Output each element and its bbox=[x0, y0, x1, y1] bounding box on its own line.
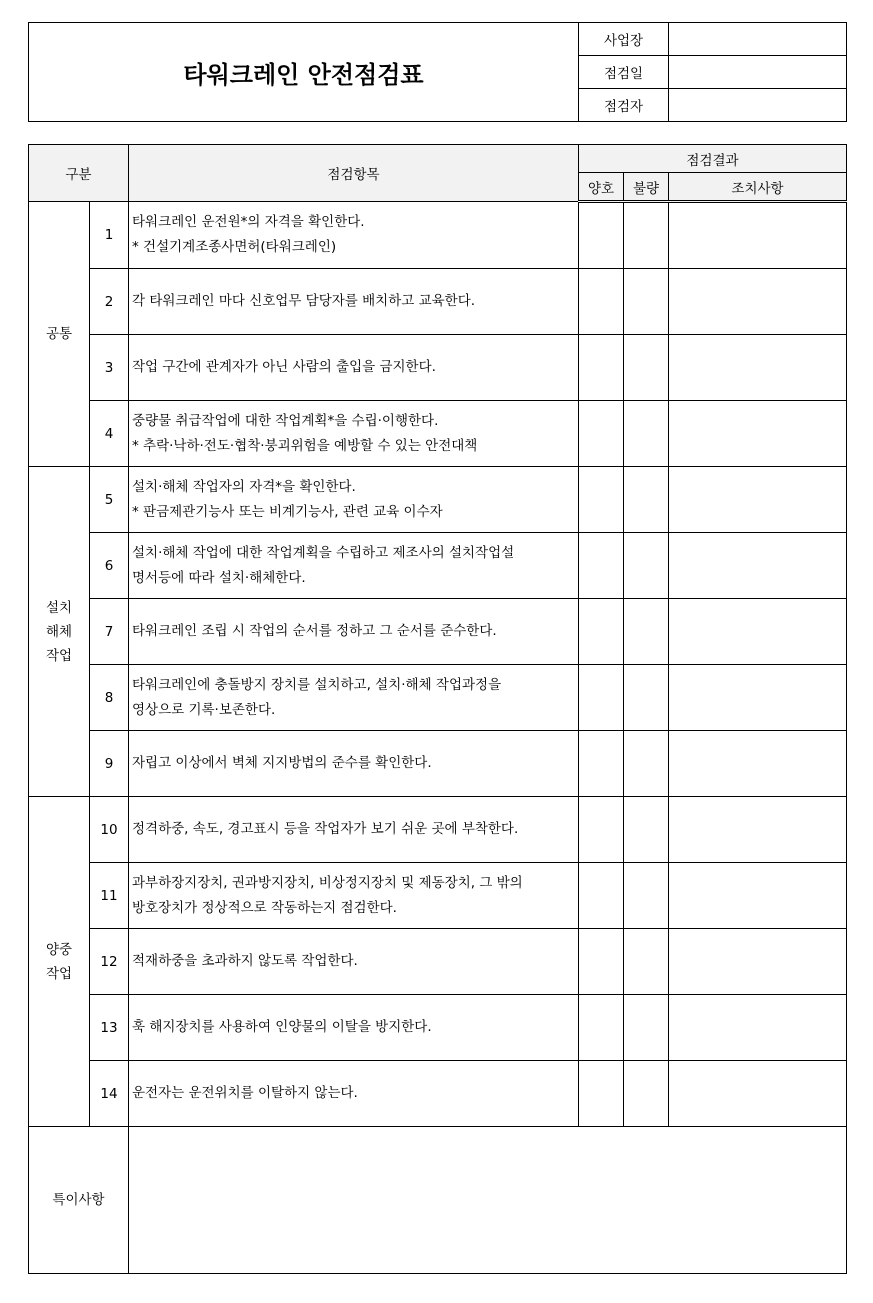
item-text bbox=[129, 467, 579, 533]
item-number: 1 bbox=[90, 202, 129, 269]
action-field[interactable] bbox=[669, 202, 847, 269]
item-number: 12 bbox=[90, 929, 129, 995]
action-field[interactable] bbox=[669, 533, 847, 599]
bad-checkbox-cell[interactable] bbox=[624, 995, 669, 1061]
header-result: 점검결과 bbox=[579, 145, 847, 173]
item-line: 방호장치가 정상적으로 작동하는지 점검한다. bbox=[132, 899, 397, 916]
table-row bbox=[29, 269, 847, 335]
action-field[interactable] bbox=[669, 863, 847, 929]
table-row bbox=[29, 929, 847, 995]
table-row bbox=[29, 731, 847, 797]
action-field[interactable] bbox=[669, 731, 847, 797]
good-checkbox-cell[interactable] bbox=[579, 599, 624, 665]
table-row bbox=[29, 401, 847, 467]
item-line: 작업 구간에 관계자가 아닌 사람의 출입을 금지한다. bbox=[132, 359, 436, 375]
item-number: 6 bbox=[90, 533, 129, 599]
good-checkbox-cell[interactable] bbox=[579, 401, 624, 467]
bad-checkbox-cell[interactable] bbox=[624, 202, 669, 269]
header-bad: 불량 bbox=[624, 173, 669, 202]
info-label: 점검일 bbox=[579, 56, 669, 89]
item-line: 과부하장지장치, 권과방지장치, 비상정지장치 및 제동장치, 그 밖의 bbox=[132, 874, 523, 891]
info-label: 점검자 bbox=[579, 89, 669, 122]
item-text bbox=[129, 665, 579, 731]
bad-checkbox-cell[interactable] bbox=[624, 863, 669, 929]
header-table bbox=[28, 22, 847, 122]
item-line: 타워크레인 조립 시 작업의 순서를 정하고 그 순서를 준수한다. bbox=[132, 623, 497, 639]
group-label: 양중 작업 bbox=[29, 797, 90, 1127]
table-row bbox=[29, 202, 847, 269]
bad-checkbox-cell[interactable] bbox=[624, 1061, 669, 1127]
item-line: 명서등에 따라 설치·해체한다. bbox=[132, 569, 306, 586]
bad-checkbox-cell[interactable] bbox=[624, 401, 669, 467]
action-field[interactable] bbox=[669, 995, 847, 1061]
group-label: 설치 해체 작업 bbox=[29, 467, 90, 797]
table-row bbox=[29, 863, 847, 929]
item-text bbox=[129, 995, 579, 1061]
item-line: * 추락·낙하·전도·협착·붕괴위험을 예방할 수 있는 안전대책 bbox=[132, 437, 478, 454]
item-line: 설치·해체 작업자의 자격*을 확인한다. bbox=[132, 478, 356, 495]
header-action: 조치사항 bbox=[669, 173, 847, 202]
good-checkbox-cell[interactable] bbox=[579, 665, 624, 731]
item-number: 3 bbox=[90, 335, 129, 401]
checklist-table bbox=[28, 144, 847, 1274]
info-label: 사업장 bbox=[579, 23, 669, 56]
item-number: 7 bbox=[90, 599, 129, 665]
action-field[interactable] bbox=[669, 929, 847, 995]
item-line: 자립고 이상에서 벽체 지지방법의 준수를 확인한다. bbox=[132, 755, 432, 771]
good-checkbox-cell[interactable] bbox=[579, 731, 624, 797]
table-row bbox=[29, 995, 847, 1061]
table-row bbox=[29, 665, 847, 731]
item-line: * 판금제관기능사 또는 비계기능사, 관련 교육 이수자 bbox=[132, 503, 443, 520]
date-field[interactable] bbox=[669, 56, 847, 89]
good-checkbox-cell[interactable] bbox=[579, 797, 624, 863]
bad-checkbox-cell[interactable] bbox=[624, 533, 669, 599]
bad-checkbox-cell[interactable] bbox=[624, 731, 669, 797]
header-category: 구분 bbox=[29, 145, 129, 202]
action-field[interactable] bbox=[669, 665, 847, 731]
action-field[interactable] bbox=[669, 797, 847, 863]
action-field[interactable] bbox=[669, 335, 847, 401]
item-number: 14 bbox=[90, 1061, 129, 1127]
good-checkbox-cell[interactable] bbox=[579, 202, 624, 269]
bad-checkbox-cell[interactable] bbox=[624, 797, 669, 863]
item-number: 10 bbox=[90, 797, 129, 863]
bad-checkbox-cell[interactable] bbox=[624, 929, 669, 995]
item-line: * 건설기계조종사면허(타워크레인) bbox=[132, 239, 337, 255]
item-number: 13 bbox=[90, 995, 129, 1061]
table-row bbox=[29, 1061, 847, 1127]
item-number: 4 bbox=[90, 401, 129, 467]
item-text bbox=[129, 269, 579, 335]
item-number: 9 bbox=[90, 731, 129, 797]
header-item: 점검항목 bbox=[129, 145, 579, 202]
item-line: 각 타워크레인 마다 신호업무 담당자를 배치하고 교육한다. bbox=[132, 293, 476, 309]
inspector-field[interactable] bbox=[669, 89, 847, 122]
item-text bbox=[129, 863, 579, 929]
item-text bbox=[129, 929, 579, 995]
bad-checkbox-cell[interactable] bbox=[624, 269, 669, 335]
remarks-label: 특이사항 bbox=[29, 1127, 129, 1274]
bad-checkbox-cell[interactable] bbox=[624, 665, 669, 731]
table-row bbox=[29, 797, 847, 863]
bad-checkbox-cell[interactable] bbox=[624, 335, 669, 401]
table-row bbox=[29, 335, 847, 401]
item-number: 11 bbox=[90, 863, 129, 929]
table-row bbox=[29, 533, 847, 599]
item-text bbox=[129, 1061, 579, 1127]
good-checkbox-cell[interactable] bbox=[579, 863, 624, 929]
item-text bbox=[129, 731, 579, 797]
table-row bbox=[29, 599, 847, 665]
item-line: 설치·해체 작업에 대한 작업계획을 수립하고 제조사의 설치작업설 bbox=[132, 544, 515, 561]
item-text bbox=[129, 533, 579, 599]
item-line: 중량물 취급작업에 대한 작업계획*을 수립·이행한다. bbox=[132, 412, 439, 429]
good-checkbox-cell[interactable] bbox=[579, 467, 624, 533]
remarks-field[interactable] bbox=[129, 1127, 847, 1274]
action-field[interactable] bbox=[669, 1061, 847, 1127]
action-field[interactable] bbox=[669, 401, 847, 467]
item-text bbox=[129, 401, 579, 467]
good-checkbox-cell[interactable] bbox=[579, 1061, 624, 1127]
site-field[interactable] bbox=[669, 23, 847, 56]
bad-checkbox-cell[interactable] bbox=[624, 599, 669, 665]
good-checkbox-cell[interactable] bbox=[579, 269, 624, 335]
item-line: 운전자는 운전위치를 이탈하지 않는다. bbox=[132, 1085, 358, 1101]
action-field[interactable] bbox=[669, 599, 847, 665]
item-line: 타워크레인 운전원*의 자격을 확인한다. bbox=[132, 214, 365, 230]
item-line: 훅 해지장치를 사용하여 인양물의 이탈을 방지한다. bbox=[132, 1019, 432, 1035]
item-number: 5 bbox=[90, 467, 129, 533]
item-text bbox=[129, 797, 579, 863]
header-good: 양호 bbox=[579, 173, 624, 202]
item-line: 타워크레인에 충돌방지 장치를 설치하고, 설치·해체 작업과정을 bbox=[132, 676, 502, 693]
item-line: 영상으로 기록·보존한다. bbox=[132, 701, 276, 718]
table-row bbox=[29, 467, 847, 533]
item-text bbox=[129, 599, 579, 665]
item-number: 2 bbox=[90, 269, 129, 335]
page-title: 타워크레인 안전점검표 bbox=[29, 23, 579, 122]
group-label: 공통 bbox=[29, 202, 90, 467]
item-line: 정격하중, 속도, 경고표시 등을 작업자가 보기 쉬운 곳에 부착한다. bbox=[132, 821, 519, 837]
item-text bbox=[129, 202, 579, 269]
action-field[interactable] bbox=[669, 467, 847, 533]
item-line: 적재하중을 초과하지 않도록 작업한다. bbox=[132, 953, 358, 969]
bad-checkbox-cell[interactable] bbox=[624, 467, 669, 533]
item-text bbox=[129, 335, 579, 401]
action-field[interactable] bbox=[669, 269, 847, 335]
item-number: 8 bbox=[90, 665, 129, 731]
good-checkbox-cell[interactable] bbox=[579, 335, 624, 401]
good-checkbox-cell[interactable] bbox=[579, 533, 624, 599]
good-checkbox-cell[interactable] bbox=[579, 929, 624, 995]
good-checkbox-cell[interactable] bbox=[579, 995, 624, 1061]
